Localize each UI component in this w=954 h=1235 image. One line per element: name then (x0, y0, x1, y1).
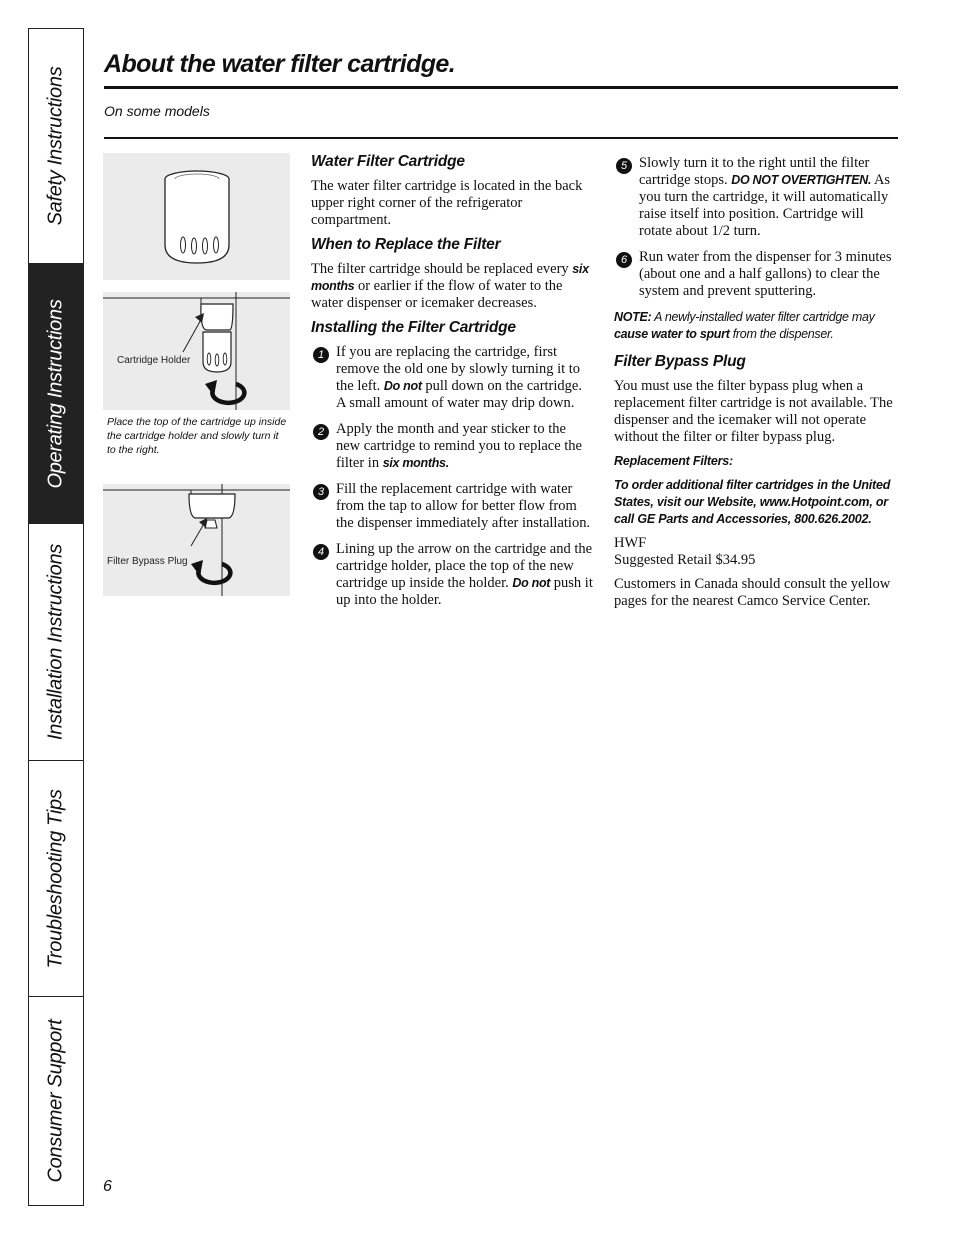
step-number-badge: 4 (313, 544, 329, 560)
header-rule (104, 137, 898, 139)
rotate-arrow-icon (191, 560, 230, 583)
tab-consumer-support[interactable]: Consumer Support (44, 1018, 67, 1183)
page-title: About the water filter cartridge. (104, 50, 456, 78)
filter-bypass-plug-label: Filter Bypass Plug (107, 556, 188, 567)
title-rule (104, 86, 898, 89)
rotate-arrow-icon (205, 380, 244, 403)
cartridge-location-text: The water filter cartridge is located in the back upper right corner of the refrigerator compartment. (311, 178, 583, 228)
tab-operating-instructions[interactable]: Operating Instructions (29, 264, 83, 524)
step-number-badge: 5 (616, 158, 632, 174)
replace-interval-text: The filter cartridge should be replaced every six months or earlier if the flow of water to the water dispenser or icemaker decreases. (311, 261, 589, 311)
filter-bypass-plug-heading: Filter Bypass Plug (614, 353, 746, 370)
step-3: 3 Fill the replacement cartridge with water from the tap to allow for better flow from the dispenser immediately after installation. (311, 481, 593, 532)
column-left (311, 153, 593, 618)
step-1: 1 If you are replacing the cartridge, first remove the old one by slowly turning it to the left. Do not pull down on the cartridge. A small amount of water may drip down. (311, 344, 593, 412)
replacement-filters-label: Replacement Filters: (614, 454, 733, 468)
filter-model: HWF (614, 535, 647, 551)
tab-troubleshooting-tips[interactable]: Troubleshooting Tips (29, 761, 83, 997)
cartridge-holder-illustration (103, 292, 290, 410)
step-number-badge: 2 (313, 424, 329, 440)
canada-info: Customers in Canada should consult the yellow pages for the nearest Camco Service Center. (614, 576, 891, 609)
installing-heading: Installing the Filter Cartridge (311, 319, 516, 336)
tab-safety-instructions[interactable]: Safety Instructions (29, 29, 83, 264)
water-filter-cartridge-heading: Water Filter Cartridge (311, 153, 465, 170)
column-right (614, 155, 894, 617)
section-tabs (28, 28, 84, 1206)
cartridge-illustration (103, 153, 290, 280)
bypass-plug-illustration (103, 484, 290, 596)
when-to-replace-heading: When to Replace the Filter (311, 236, 501, 253)
step-4: 4 Lining up the arrow on the cartridge and the cartridge holder, place the top of the new cartridge up inside the holder. Do not push it up into the holder. (311, 541, 593, 609)
installation-note: NOTE: A newly-installed water filter cartridge may cause water to spurt from the dispenser. (614, 310, 875, 341)
step-6: 6 Run water from the dispenser for 3 minutes (about one and a half gallons) to clear the system and prevent sputtering. (614, 249, 894, 300)
step-2: 2 Apply the month and year sticker to the new cartridge to remind you to replace the filter in six months. (311, 421, 593, 472)
step-number-badge: 6 (616, 252, 632, 268)
bypass-plug-text: You must use the filter bypass plug when a replacement filter cartridge is not available. The dispenser and the icemaker will not operate without the filter or filter bypass plug. (614, 378, 893, 445)
tab-installation-instructions[interactable]: Installation Instructions (29, 524, 83, 761)
page-subtitle: On some models (104, 103, 210, 119)
step-5: 5 Slowly turn it to the right until the filter cartridge stops. DO NOT OVERTIGHTEN. As you turn the cartridge, it will automatically raise itself into position. Cartridge will rotate about 1/2 turn. (614, 155, 894, 240)
cartridge-holder-label: Cartridge Holder (117, 355, 191, 366)
water-filter-cartridge-icon (103, 153, 290, 280)
order-information: To order additional filter cartridges in the United States, visit our Website, www.Hotpoint.com, or call GE Parts and Accessories, 800.626.2002. (614, 478, 891, 526)
step-number-badge: 3 (313, 484, 329, 500)
step-number-badge: 1 (313, 347, 329, 363)
page-number: 6 (103, 1178, 112, 1195)
suggested-retail-price: Suggested Retail $34.95 (614, 552, 756, 568)
figure-caption: Place the top of the cartridge up inside the cartridge holder and slowly turn it to the right. (107, 416, 287, 456)
